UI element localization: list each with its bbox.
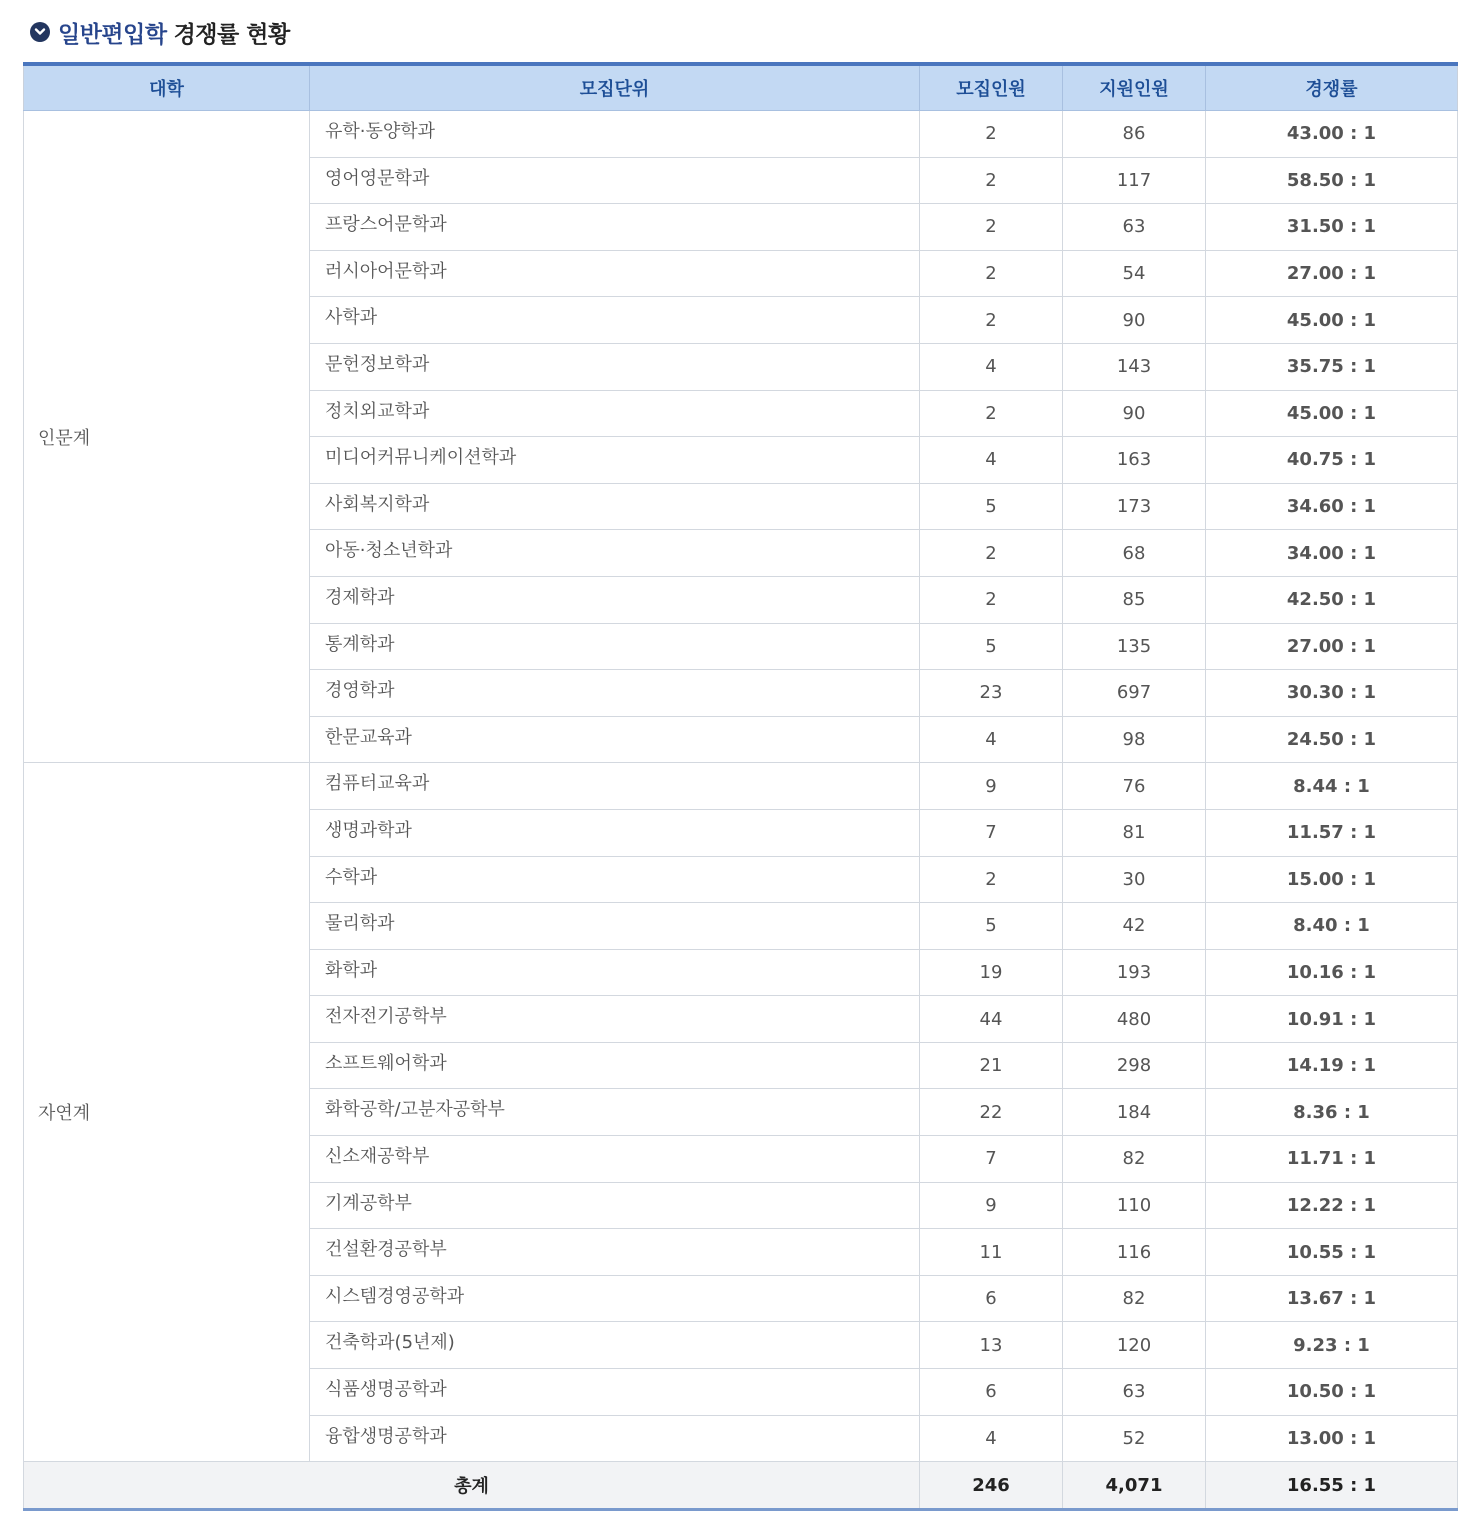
- applicants-cell: 697: [1063, 670, 1206, 717]
- applicants-cell: 117: [1063, 157, 1206, 204]
- quota-cell: 7: [920, 1136, 1063, 1183]
- dept-cell: 시스템경영공학과: [310, 1275, 920, 1322]
- quota-cell: 6: [920, 1275, 1063, 1322]
- title-rest: 경쟁률 현황: [173, 21, 290, 48]
- rate-cell: 34.60 : 1: [1206, 483, 1458, 530]
- total-row: [24, 1462, 1458, 1510]
- applicants-cell: 90: [1063, 297, 1206, 344]
- dept-cell: 생명과학과: [310, 809, 920, 856]
- quota-cell: 2: [920, 576, 1063, 623]
- dept-cell: 융합생명공학과: [310, 1415, 920, 1462]
- quota-cell: 2: [920, 111, 1063, 158]
- dept-cell: 사학과: [310, 297, 920, 344]
- quota-cell: 6: [920, 1369, 1063, 1416]
- rate-cell: 14.19 : 1: [1206, 1042, 1458, 1089]
- applicants-cell: 52: [1063, 1415, 1206, 1462]
- quota-cell: 19: [920, 949, 1063, 996]
- applicants-cell: 85: [1063, 576, 1206, 623]
- dept-cell: 화학과: [310, 949, 920, 996]
- college-group-cell: 자연계: [24, 763, 310, 1462]
- rate-cell: 8.44 : 1: [1206, 763, 1458, 810]
- quota-cell: 23: [920, 670, 1063, 717]
- dept-cell: 미디어커뮤니케이션학과: [310, 437, 920, 484]
- applicants-cell: 63: [1063, 204, 1206, 251]
- dept-cell: 신소재공학부: [310, 1136, 920, 1183]
- dept-cell: 수학과: [310, 856, 920, 903]
- header-rate: 경쟁률: [1206, 64, 1458, 111]
- applicants-cell: 82: [1063, 1136, 1206, 1183]
- applicants-cell: 82: [1063, 1275, 1206, 1322]
- dept-cell: 정치외교학과: [310, 390, 920, 437]
- dept-cell: 러시아어문학과: [310, 250, 920, 297]
- rate-cell: 45.00 : 1: [1206, 390, 1458, 437]
- rate-cell: 10.16 : 1: [1206, 949, 1458, 996]
- rate-cell: 42.50 : 1: [1206, 576, 1458, 623]
- rate-cell: 31.50 : 1: [1206, 204, 1458, 251]
- applicants-cell: 116: [1063, 1229, 1206, 1276]
- chevron-down-circle-icon: [30, 22, 50, 42]
- college-group-cell: 인문계: [24, 111, 310, 763]
- rate-cell: 40.75 : 1: [1206, 437, 1458, 484]
- applicants-cell: 68: [1063, 530, 1206, 577]
- dept-cell: 화학공학/고분자공학부: [310, 1089, 920, 1136]
- quota-cell: 9: [920, 1182, 1063, 1229]
- applicants-cell: 86: [1063, 111, 1206, 158]
- rate-cell: 15.00 : 1: [1206, 856, 1458, 903]
- rate-cell: 27.00 : 1: [1206, 250, 1458, 297]
- rate-cell: 11.71 : 1: [1206, 1136, 1458, 1183]
- quota-cell: 2: [920, 297, 1063, 344]
- applicants-cell: 63: [1063, 1369, 1206, 1416]
- applicants-cell: 54: [1063, 250, 1206, 297]
- applicants-cell: 120: [1063, 1322, 1206, 1369]
- competition-rate-table: [23, 62, 1458, 1511]
- dept-cell: 전자전기공학부: [310, 996, 920, 1043]
- dept-cell: 소프트웨어학과: [310, 1042, 920, 1089]
- rate-cell: 8.36 : 1: [1206, 1089, 1458, 1136]
- dept-cell: 문헌정보학과: [310, 343, 920, 390]
- quota-cell: 44: [920, 996, 1063, 1043]
- dept-cell: 유학·동양학과: [310, 111, 920, 158]
- rate-cell: 12.22 : 1: [1206, 1182, 1458, 1229]
- table-row: [24, 763, 1458, 810]
- dept-cell: 사회복지학과: [310, 483, 920, 530]
- rate-cell: 10.55 : 1: [1206, 1229, 1458, 1276]
- dept-cell: 물리학과: [310, 903, 920, 950]
- table-header-row: [24, 64, 1458, 111]
- dept-cell: 식품생명공학과: [310, 1369, 920, 1416]
- applicants-cell: 298: [1063, 1042, 1206, 1089]
- rate-cell: 45.00 : 1: [1206, 297, 1458, 344]
- quota-cell: 2: [920, 856, 1063, 903]
- quota-cell: 2: [920, 390, 1063, 437]
- header-unit: 모집단위: [310, 64, 920, 111]
- total-quota: 246: [920, 1462, 1063, 1510]
- quota-cell: 21: [920, 1042, 1063, 1089]
- total-applicants: 4,071: [1063, 1462, 1206, 1510]
- applicants-cell: 98: [1063, 716, 1206, 763]
- quota-cell: 2: [920, 157, 1063, 204]
- rate-cell: 10.50 : 1: [1206, 1369, 1458, 1416]
- quota-cell: 9: [920, 763, 1063, 810]
- rate-cell: 35.75 : 1: [1206, 343, 1458, 390]
- page-title: [30, 14, 290, 50]
- dept-cell: 컴퓨터교육과: [310, 763, 920, 810]
- title-text: [58, 16, 290, 49]
- dept-cell: 아동·청소년학과: [310, 530, 920, 577]
- table-body: [24, 111, 1458, 1462]
- applicants-cell: 81: [1063, 809, 1206, 856]
- rate-cell: 11.57 : 1: [1206, 809, 1458, 856]
- rate-cell: 58.50 : 1: [1206, 157, 1458, 204]
- rate-cell: 24.50 : 1: [1206, 716, 1458, 763]
- quota-cell: 2: [920, 250, 1063, 297]
- quota-cell: 5: [920, 483, 1063, 530]
- applicants-cell: 90: [1063, 390, 1206, 437]
- rate-cell: 43.00 : 1: [1206, 111, 1458, 158]
- applicants-cell: 42: [1063, 903, 1206, 950]
- quota-cell: 5: [920, 623, 1063, 670]
- table-row: [24, 111, 1458, 158]
- quota-cell: 5: [920, 903, 1063, 950]
- quota-cell: 4: [920, 437, 1063, 484]
- rate-cell: 8.40 : 1: [1206, 903, 1458, 950]
- quota-cell: 7: [920, 809, 1063, 856]
- quota-cell: 2: [920, 530, 1063, 577]
- applicants-cell: 480: [1063, 996, 1206, 1043]
- quota-cell: 2: [920, 204, 1063, 251]
- applicants-cell: 30: [1063, 856, 1206, 903]
- quota-cell: 4: [920, 343, 1063, 390]
- rate-cell: 13.00 : 1: [1206, 1415, 1458, 1462]
- rate-cell: 13.67 : 1: [1206, 1275, 1458, 1322]
- dept-cell: 경영학과: [310, 670, 920, 717]
- rate-cell: 9.23 : 1: [1206, 1322, 1458, 1369]
- applicants-cell: 193: [1063, 949, 1206, 996]
- applicants-cell: 76: [1063, 763, 1206, 810]
- quota-cell: 13: [920, 1322, 1063, 1369]
- applicants-cell: 110: [1063, 1182, 1206, 1229]
- dept-cell: 통계학과: [310, 623, 920, 670]
- rate-cell: 34.00 : 1: [1206, 530, 1458, 577]
- dept-cell: 건축학과(5년제): [310, 1322, 920, 1369]
- quota-cell: 4: [920, 1415, 1063, 1462]
- dept-cell: 영어영문학과: [310, 157, 920, 204]
- dept-cell: 기계공학부: [310, 1182, 920, 1229]
- dept-cell: 프랑스어문학과: [310, 204, 920, 251]
- dept-cell: 경제학과: [310, 576, 920, 623]
- quota-cell: 22: [920, 1089, 1063, 1136]
- header-college: 대학: [24, 64, 310, 111]
- applicants-cell: 135: [1063, 623, 1206, 670]
- rate-cell: 10.91 : 1: [1206, 996, 1458, 1043]
- quota-cell: 11: [920, 1229, 1063, 1276]
- rate-cell: 27.00 : 1: [1206, 623, 1458, 670]
- header-quota: 모집인원: [920, 64, 1063, 111]
- applicants-cell: 163: [1063, 437, 1206, 484]
- applicants-cell: 184: [1063, 1089, 1206, 1136]
- total-rate: 16.55 : 1: [1206, 1462, 1458, 1510]
- applicants-cell: 173: [1063, 483, 1206, 530]
- dept-cell: 한문교육과: [310, 716, 920, 763]
- dept-cell: 건설환경공학부: [310, 1229, 920, 1276]
- total-label: 총계: [24, 1462, 920, 1510]
- quota-cell: 4: [920, 716, 1063, 763]
- title-highlight: 일반편입학: [58, 21, 167, 48]
- rate-cell: 30.30 : 1: [1206, 670, 1458, 717]
- header-applicants: 지원인원: [1063, 64, 1206, 111]
- applicants-cell: 143: [1063, 343, 1206, 390]
